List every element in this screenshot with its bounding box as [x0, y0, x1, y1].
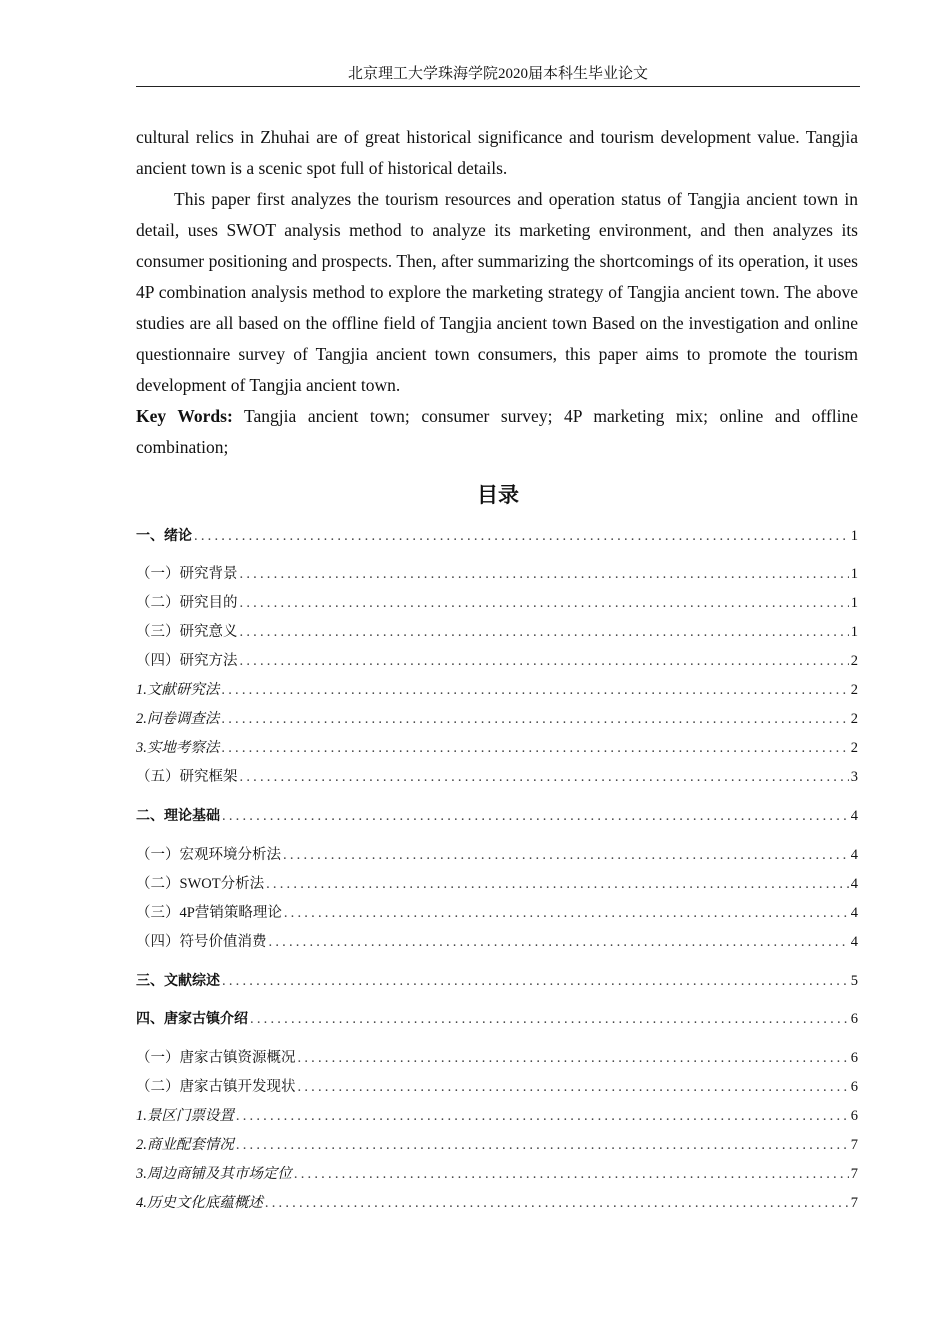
toc-leader-dots: [240, 651, 849, 671]
toc-entry-page: 6: [850, 1011, 858, 1027]
toc-leader-dots: [240, 622, 849, 642]
toc-leader-dots: [294, 1164, 849, 1184]
toc-leader-dots: [221, 738, 848, 758]
toc-entry[interactable]: [136, 526, 858, 546]
header-divider: [136, 86, 860, 87]
toc-entry-label: 4.历史文化底蕴概述: [136, 1195, 263, 1211]
toc-entry[interactable]: [136, 806, 858, 826]
toc-leader-dots: [283, 845, 849, 865]
toc-entry-label: （四）研究方法: [136, 653, 238, 669]
abstract-paragraph-1: cultural relics in Zhuhai are of great historical significance and tourism development value. Tangjia ancient town is a scenic spot full of historical details.: [136, 127, 858, 178]
toc-entry-label: （一）唐家古镇资源概况: [136, 1050, 296, 1066]
toc-entry[interactable]: [136, 1164, 858, 1184]
toc-entry-label: 3.实地考察法: [136, 740, 220, 756]
toc-entry-page: 6: [850, 1079, 858, 1095]
toc-entry[interactable]: [136, 709, 858, 729]
toc-entry-page: 1: [850, 595, 858, 611]
toc-entry-label: 1.文献研究法: [136, 682, 220, 698]
toc-entry[interactable]: [136, 680, 858, 700]
toc-entry-label: 2.商业配套情况: [136, 1137, 234, 1153]
toc-entry-label: （二）SWOT分析法: [136, 876, 265, 892]
toc-entry-label: 2.问卷调查法: [136, 711, 220, 727]
toc-entry[interactable]: [136, 738, 858, 758]
toc-entry[interactable]: [136, 874, 858, 894]
toc-entry[interactable]: [136, 593, 858, 613]
toc-entry-label: 一、绪论: [136, 528, 192, 544]
toc-entry[interactable]: [136, 845, 858, 865]
toc-leader-dots: [236, 1106, 849, 1126]
toc-entry-label: （二）唐家古镇开发现状: [136, 1079, 296, 1095]
toc-entry-page: 4: [850, 876, 858, 892]
toc-entry[interactable]: [136, 622, 858, 642]
toc-leader-dots: [236, 1135, 849, 1155]
toc-leader-dots: [240, 767, 849, 787]
toc-entry[interactable]: [136, 971, 858, 991]
toc-entry[interactable]: [136, 932, 858, 952]
toc-entry-page: 4: [850, 847, 858, 863]
toc-entry-page: 3: [850, 769, 858, 785]
toc-entry[interactable]: [136, 1009, 858, 1029]
toc-entry-page: 4: [850, 934, 858, 950]
toc-entry-page: 4: [850, 905, 858, 921]
toc-entry-label: 二、理论基础: [136, 808, 220, 824]
toc-title: 目录: [477, 483, 519, 507]
toc-entry-label: （三）研究意义: [136, 624, 238, 640]
keywords-text: Tangjia ancient town; consumer survey; 4P marketing mix; online and offline combination;: [136, 406, 858, 457]
toc-entry[interactable]: [136, 1135, 858, 1155]
keywords-paragraph: [136, 401, 858, 463]
toc-entry-label: （二）研究目的: [136, 595, 238, 611]
toc-entry[interactable]: [136, 1077, 858, 1097]
toc-entry-label: （一）宏观环境分析法: [136, 847, 281, 863]
toc-entry-label: 三、文献综述: [136, 973, 220, 989]
abstract-paragraph-2: This paper first analyzes the tourism resources and operation status of Tangjia ancient town in detail, uses SWOT analysis method to analyze its marketing environment, and then analyzes its consumer positioning and prospects. Then, after summarizing the shortcomings of its operation, it uses 4P combination analysis method to explore the marketing strategy of Tangjia ancient town. The above studies are all based on the offline field of Tangjia ancient town Based on the investigation and online questionnaire survey of Tangjia ancient town consumers, this paper aims to promote the tourism development of Tangjia ancient town.: [136, 189, 858, 395]
page-header: 北京理工大学珠海学院2020届本科生毕业论文: [347, 66, 648, 82]
toc-entry-page: 6: [850, 1050, 858, 1066]
toc-leader-dots: [240, 564, 849, 584]
toc-entry-label: （五）研究框架: [136, 769, 238, 785]
toc-entry[interactable]: [136, 1193, 858, 1213]
toc-leader-dots: [221, 680, 848, 700]
toc-entry[interactable]: [136, 1048, 858, 1068]
toc-entry-page: 7: [850, 1195, 858, 1211]
toc-entry-page: 7: [850, 1137, 858, 1153]
toc-leader-dots: [269, 932, 849, 952]
toc-entry-page: 5: [850, 973, 858, 989]
keywords-label: Key Words:: [136, 406, 233, 426]
toc-entry-label: 3.周边商铺及其市场定位: [136, 1166, 292, 1182]
toc-entry[interactable]: [136, 1106, 858, 1126]
toc-entry-page: 2: [850, 711, 858, 727]
toc-entry-page: 2: [850, 740, 858, 756]
toc-leader-dots: [221, 709, 848, 729]
toc-leader-dots: [298, 1048, 849, 1068]
toc-leader-dots: [240, 593, 849, 613]
toc-entry-label: 1.景区门票设置: [136, 1108, 234, 1124]
toc-leader-dots: [194, 526, 849, 546]
toc-entry[interactable]: [136, 564, 858, 584]
toc-entry-page: 1: [850, 624, 858, 640]
toc-entry[interactable]: [136, 651, 858, 671]
toc-entry-label: （四）符号价值消费: [136, 934, 267, 950]
toc-leader-dots: [284, 903, 849, 923]
toc-entry-page: 2: [850, 653, 858, 669]
toc-entry-page: 1: [850, 528, 858, 544]
toc-leader-dots: [222, 806, 849, 826]
toc-entry-page: 4: [850, 808, 858, 824]
toc-leader-dots: [265, 1193, 849, 1213]
toc-entry[interactable]: [136, 903, 858, 923]
toc-entry-label: （一）研究背景: [136, 566, 238, 582]
english-abstract: [136, 122, 858, 463]
toc-entry[interactable]: [136, 767, 858, 787]
toc-entry-label: （三）4P营销策略理论: [136, 905, 282, 921]
toc-leader-dots: [222, 971, 849, 991]
toc-entry-page: 7: [850, 1166, 858, 1182]
toc-entry-page: 2: [850, 682, 858, 698]
toc-leader-dots: [266, 874, 849, 894]
toc-entry-page: 6: [850, 1108, 858, 1124]
toc-entry-label: 四、唐家古镇介绍: [136, 1011, 248, 1027]
toc-leader-dots: [298, 1077, 849, 1097]
toc-leader-dots: [250, 1009, 849, 1029]
toc-entry-page: 1: [850, 566, 858, 582]
